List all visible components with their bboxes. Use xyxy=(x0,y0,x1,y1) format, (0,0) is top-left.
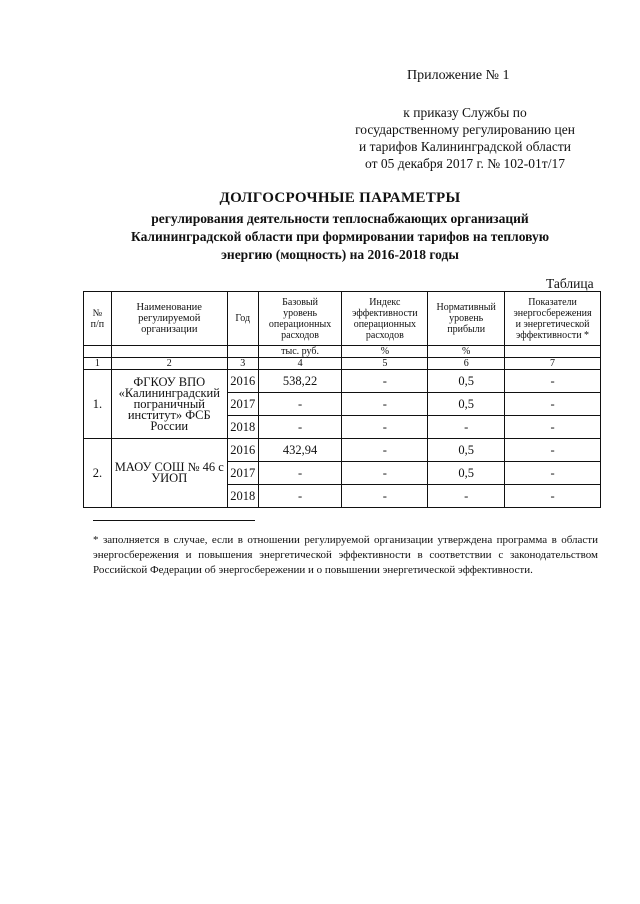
value-cell: - xyxy=(342,462,428,485)
value-cell: - xyxy=(505,462,601,485)
value-cell: - xyxy=(342,370,428,393)
footnote: * заполняется в случае, если в отношении регулируемой организации утверждена программа в области энергосбережения и повышения энергетической эффективности в соответствии с законодательством Российской Федерации об энергосбережении и о повышении энергетической эффективности. xyxy=(93,534,598,576)
table-column-number-row xyxy=(84,358,601,370)
column-header: Индекс эффективности операционных расходов xyxy=(342,292,428,346)
value-cell: - xyxy=(505,439,601,462)
organization-name: МАОУ СОШ № 46 с УИОП xyxy=(111,439,227,508)
order-reference-line: и тарифов Калининградской области xyxy=(359,139,571,154)
column-header: Показатели энергосбережения и энергетической эффективности * xyxy=(505,292,601,346)
column-number: 5 xyxy=(342,358,428,370)
document-title xyxy=(80,190,600,264)
table-units-row xyxy=(84,346,601,358)
column-header: Наименование регулируемой организации xyxy=(111,292,227,346)
order-reference-line: от 05 декабря 2017 г. № 102-01т/17 xyxy=(365,156,565,171)
value-cell: - xyxy=(342,485,428,508)
unit-cell xyxy=(84,346,112,358)
column-header: Год xyxy=(227,292,258,346)
value-cell: 432,94 xyxy=(258,439,342,462)
value-cell: 0,5 xyxy=(428,370,505,393)
document-subtitle-line: Калининградской области при формировании тарифов на тепловую xyxy=(130,229,550,244)
value-cell: - xyxy=(258,393,342,416)
row-number: 2. xyxy=(84,439,112,508)
unit-cell: % xyxy=(428,346,505,358)
year-cell: 2016 xyxy=(227,370,258,393)
year-cell: 2017 xyxy=(227,393,258,416)
value-cell: - xyxy=(505,370,601,393)
year-cell: 2018 xyxy=(227,485,258,508)
year-cell: 2017 xyxy=(227,462,258,485)
parameters-table xyxy=(83,291,601,508)
table-header-row xyxy=(84,292,601,346)
value-cell: 538,22 xyxy=(258,370,342,393)
order-reference xyxy=(335,104,595,172)
column-number: 3 xyxy=(227,358,258,370)
order-reference-line: государственному регулированию цен xyxy=(355,122,575,137)
row-number: 1. xyxy=(84,370,112,439)
column-number: 7 xyxy=(505,358,601,370)
value-cell: - xyxy=(258,462,342,485)
year-cell: 2018 xyxy=(227,416,258,439)
year-cell: 2016 xyxy=(227,439,258,462)
column-number: 6 xyxy=(428,358,505,370)
column-number: 2 xyxy=(111,358,227,370)
column-header: Базовый уровень операционных расходов xyxy=(258,292,342,346)
value-cell: - xyxy=(258,416,342,439)
value-cell: - xyxy=(505,485,601,508)
column-header: № п/п xyxy=(84,292,112,346)
document-subtitle-line: энергию (мощность) на 2016-2018 годы xyxy=(221,247,459,262)
footnote-divider xyxy=(93,520,255,521)
column-number: 1 xyxy=(84,358,112,370)
column-header: Нормативный уровень прибыли xyxy=(428,292,505,346)
value-cell: 0,5 xyxy=(428,462,505,485)
value-cell: - xyxy=(342,393,428,416)
unit-cell: % xyxy=(342,346,428,358)
value-cell: 0,5 xyxy=(428,393,505,416)
value-cell: - xyxy=(342,416,428,439)
unit-cell: тыс. руб. xyxy=(258,346,342,358)
unit-cell xyxy=(227,346,258,358)
value-cell: 0,5 xyxy=(428,439,505,462)
table-row xyxy=(84,370,601,393)
unit-cell xyxy=(111,346,227,358)
value-cell: - xyxy=(505,393,601,416)
value-cell: - xyxy=(428,416,505,439)
table-label: Таблица xyxy=(546,276,594,291)
document-subtitle-line: регулирования деятельности теплоснабжающих организаций xyxy=(151,211,529,226)
appendix-heading: Приложение № 1 xyxy=(407,68,510,83)
value-cell: - xyxy=(342,439,428,462)
value-cell: - xyxy=(505,416,601,439)
value-cell: - xyxy=(258,485,342,508)
table-row xyxy=(84,439,601,462)
unit-cell xyxy=(505,346,601,358)
organization-name: ФГКОУ ВПО «Калининградский пограничный институт» ФСБ России xyxy=(111,370,227,439)
column-number: 4 xyxy=(258,358,342,370)
order-reference-line: к приказу Службы по xyxy=(403,105,527,120)
document-title-main: ДОЛГОСРОЧНЫЕ ПАРАМЕТРЫ xyxy=(219,190,461,206)
value-cell: - xyxy=(428,485,505,508)
